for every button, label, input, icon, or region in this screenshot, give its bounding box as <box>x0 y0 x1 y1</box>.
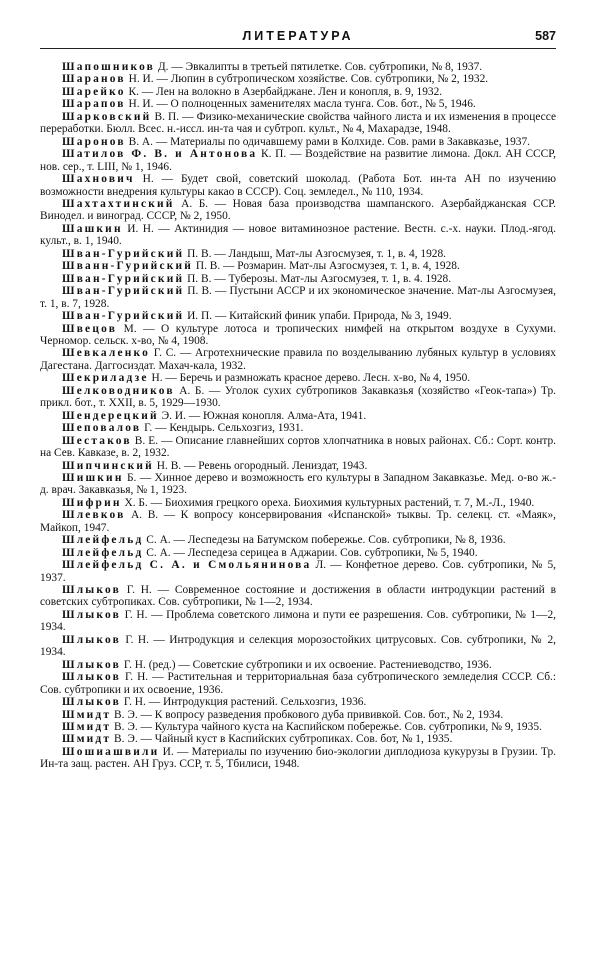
entry-author: Шван-Гурийский <box>62 272 185 285</box>
entry-text: С. А. — Леспедезы на Батумском побережье. Сов. субтропики, № 8, 1936. <box>143 534 506 547</box>
entry-author: Шахтахтинский <box>62 197 175 210</box>
entry-author: Шмидт <box>62 721 112 734</box>
entry-text: Г. Н. (ред.) — Советские субтропики и их освоение. Растениеводство, 1936. <box>120 658 492 671</box>
bibliography-entry <box>40 472 556 497</box>
entry-text: К. — Лен на волокно в Азербайджане. Лен и конопля, в. 9, 1932. <box>125 85 443 98</box>
bibliography-entry <box>40 659 556 671</box>
entry-text: И. — Материалы по изучению био-экологии диплодиоза кукурузы в Грузии. Тр. Ин-та защ. растен. АН Груз. ССР, т. 5, Тбилиси, 1948. <box>40 745 556 771</box>
entry-text: П. В. — Ландыш, Мат-лы Азгосмузея, т. 1, в. 4, 1928. <box>184 247 447 260</box>
entry-author: Шлейфельд С. А. и Смольянинова <box>62 559 312 572</box>
entry-text: В. А. — Материалы по одичавшему рами в Колхиде. Сов. рами в Закавказье, 1937. <box>125 135 531 148</box>
entry-text: Н. В. — Ревень огородный. Лениздат, 1943. <box>153 459 368 472</box>
bibliography-entry <box>40 435 556 460</box>
entry-author: Шаронов <box>62 135 126 148</box>
entry-text: Н. — Беречь и размножать красное дерево. Лесн. х-во, № 4, 1950. <box>148 372 471 385</box>
entry-author: Шлыков <box>62 696 121 709</box>
entry-text: С. А. — Леспедеза серицеа в Аджарии. Сов. субтропики, № 5, 1940. <box>143 546 478 559</box>
entry-text: В. Е. — Описание главнейших сортов хлопчатника в новых районах. Сб.: Сорт. контр. на Сев. Кавказе, в. 2, 1932. <box>40 434 556 460</box>
entry-author: Шлыков <box>62 584 121 597</box>
bibliography-entry <box>40 422 556 434</box>
entry-author: Шван-Гурийский <box>62 285 185 298</box>
entry-author: Шапошников <box>62 61 156 73</box>
bibliography-entry <box>40 136 556 148</box>
bibliography-entry <box>40 559 556 584</box>
entry-author: Шарейко <box>62 85 126 98</box>
entry-text: Г. С. — Агротехнические правила по возделыванию лубяных культур в условиях Дагестана. Даггосиздат. Махач-кала, 1932. <box>40 347 556 372</box>
bibliography-entry <box>40 148 556 173</box>
bibliography-entry <box>40 198 556 223</box>
entry-author: Шевкаленко <box>62 347 151 360</box>
bibliography-entry <box>40 273 556 285</box>
bibliography-entry <box>40 509 556 534</box>
entry-text: И. П. — Китайский финик упаби. Природа, № 3, 1949. <box>184 310 452 323</box>
bibliography-entry <box>40 372 556 384</box>
entry-text: Э. И. — Южная конопля. Алма-Ата, 1941. <box>158 409 367 422</box>
entry-author: Шмидт <box>62 708 112 721</box>
entry-text: П. В. — Пустыни АССР и их экономическое значение. Мат-лы Азгосмузея, т. 1, в. 7, 1928. <box>40 285 556 310</box>
entry-author: Шатилов Ф. В. и Антонова <box>62 148 258 161</box>
entry-text: К. П. — Воздействие на развитие лимона. Докл. АН СССР, нов. сер., т. LIII, № 1, 1946. <box>40 148 556 173</box>
entry-author: Шипчинский <box>62 459 154 472</box>
bibliography-list <box>40 61 556 771</box>
bibliography-entry <box>40 347 556 372</box>
entry-author: Шванн-Гурийский <box>62 260 193 273</box>
entry-text: А. В. — К вопросу консервирования «Испанской» тыквы. Тр. селекц. ст. «Маяк», Майкоп, 1947. <box>40 509 556 534</box>
entry-text: Г. Н. — Интродукция и селекция морозостойких цитрусовых. Сов. субтропики, № 2, 1934. <box>40 633 556 659</box>
entry-author: Шекриладзе <box>62 372 149 385</box>
entry-text: В. Э. — Культура чайного куста на Каспийском побережье. Сов. субтропики, № 9, 1935. <box>111 721 542 734</box>
entry-text: А. Б. — Новая база производства шампанского. Азербайджанская ССР. Винодел. и виноград. СССР, № 2, 1950. <box>40 197 556 223</box>
entry-text: Г. Н. — Современное состояние и достижения в области интродукции растений в советских субтропиках. Сов. субтропики, № 1—2, 1934. <box>40 584 556 609</box>
entry-author: Шахнович <box>62 173 135 186</box>
entry-text: Х. Б. — Биохимия грецкого ореха. Биохимия культурных растений, т. 7, М.-Л., 1940. <box>121 496 535 509</box>
entry-author: Швецов <box>62 322 118 335</box>
entry-text: Л. — Конфетное дерево. Сов. субтропики, № 5, 1937. <box>40 559 556 584</box>
entry-author: Шмидт <box>62 733 112 746</box>
entry-text: Н. И. — Люпин в субтропическом хозяйстве. Сов. субтропики, № 2, 1932. <box>125 73 489 86</box>
bibliography-entry <box>40 173 556 198</box>
bibliography-entry <box>40 696 556 708</box>
entry-author: Шеповалов <box>62 422 142 435</box>
entry-text: М. — О культуре лотоса и тропических нимфей на открытом воздухе в Сухуми. Черномор. сельск. х-во, № 4, 1908. <box>40 322 556 347</box>
entry-text: Н. И. — О полноценных заменителях масла тунга. Сов. бот., № 5, 1946. <box>125 98 476 111</box>
bibliography-entry <box>40 61 556 73</box>
entry-author: Шлыков <box>62 608 121 621</box>
bibliography-entry <box>40 310 556 322</box>
bibliography-entry <box>40 721 556 733</box>
entry-text: В. Э. — К вопросу разведения пробкового дуба прививкой. Сов. бот., № 2, 1934. <box>111 708 504 721</box>
bibliography-entry <box>40 671 556 696</box>
entry-author: Шлейфельд <box>62 546 144 559</box>
page-header <box>40 26 556 49</box>
entry-text: Д. — Эвкалипты в третьей пятилетке. Сов. субтропики, № 8, 1937. <box>155 61 483 73</box>
entry-author: Шарковский <box>62 110 152 123</box>
bibliography-entry <box>40 111 556 136</box>
bibliography-entry <box>40 460 556 472</box>
entry-author: Шестаков <box>62 434 132 447</box>
entry-text: Г. Н. — Растительная и территориальная база субтропического земледелия СССР. Сб.: Сов. субтропики и их освоение, 1936. <box>40 671 556 696</box>
entry-author: Шлейфельд <box>62 534 144 547</box>
entry-text: Н. — Будет свой, советский шоколад. (Работа Бот. ин-та АН по изучению возможности внедрения культуры какао в СССР). Соц. земледел., № 110, 1934. <box>40 173 556 198</box>
bibliography-entry <box>40 98 556 110</box>
bibliography-entry <box>40 86 556 98</box>
entry-author: Шифрин <box>62 496 122 509</box>
bibliography-entry <box>40 385 556 410</box>
bibliography-entry <box>40 733 556 745</box>
entry-author: Шлевков <box>62 509 126 522</box>
bibliography-entry <box>40 634 556 659</box>
bibliography-entry <box>40 223 556 248</box>
bibliography-entry <box>40 584 556 609</box>
entry-author: Шошиашвили <box>62 745 160 758</box>
entry-author: Шлыков <box>62 633 121 646</box>
bibliography-entry <box>40 497 556 509</box>
entry-author: Шарапов <box>62 98 126 111</box>
entry-author: Шван-Гурийский <box>62 247 185 260</box>
entry-text: В. П. — Физико-механические свойства чайного листа и их изменения в процессе переработки. Бюлл. Всес. н.-иссл. ин-та чая и субтроп. культ., № 4, Махарадзе, 1948. <box>40 110 556 136</box>
entry-author: Шелководников <box>62 384 175 397</box>
bibliography-entry <box>40 709 556 721</box>
page-number: 587 <box>535 29 556 43</box>
bibliography-entry <box>40 323 556 348</box>
entry-text: В. Э. — Чайный куст в Каспийских субтропиках. Сов. бот, № 1, 1935. <box>111 733 453 746</box>
bibliography-entry <box>40 73 556 85</box>
entry-author: Шашкин <box>62 222 123 235</box>
entry-author: Шендерецкий <box>62 409 159 422</box>
bibliography-entry <box>40 248 556 260</box>
entry-text: А. Б. — Уголок сухих субтропиков Закавказья (хозяйство «Геок-тапа») Тр. прикл. бот., т. XXII, в. 5, 1929—1930. <box>40 384 556 410</box>
entry-author: Шаранов <box>62 73 126 86</box>
entry-text: И. Н. — Актинидия — новое витаминозное растение. Вестн. с.-х. науки. Плод.-ягод. культ., в. 1, 1940. <box>40 222 556 248</box>
bibliography-entry <box>40 410 556 422</box>
bibliography-entry <box>40 746 556 771</box>
bibliography-entry <box>40 260 556 272</box>
entry-text: Б. — Хинное дерево и возможность его культуры в Западном Закавказье. Мед. о-во ж.-д. врач. Закавказья, № 1, 1923. <box>40 471 556 497</box>
entry-author: Шлыков <box>62 671 121 684</box>
entry-author: Шван-Гурийский <box>62 310 185 323</box>
entry-text: П. В. — Туберозы. Мат-лы Азгосмузея, т. 1, в. 4. 1928. <box>184 272 452 285</box>
entry-text: Г. — Кендырь. Сельхозгиз, 1931. <box>141 422 304 435</box>
bibliography-entry <box>40 285 556 310</box>
entry-text: Г. Н. — Проблема советского лимона и пути ее разрешения. Сов. субтропики, № 1—2, 1934. <box>40 608 556 634</box>
bibliography-entry <box>40 547 556 559</box>
entry-text: Г. Н. — Интродукция растений. Сельхозгиз, 1936. <box>120 696 367 709</box>
entry-text: П. В. — Розмарин. Мат-лы Азгосмузея, т. 1, в. 4, 1928. <box>193 260 460 273</box>
entry-author: Шишкин <box>62 471 124 484</box>
entry-author: Шлыков <box>62 658 121 671</box>
bibliography-entry <box>40 534 556 546</box>
bibliography-entry <box>40 609 556 634</box>
running-title: ЛИТЕРАТУРА <box>242 29 354 43</box>
